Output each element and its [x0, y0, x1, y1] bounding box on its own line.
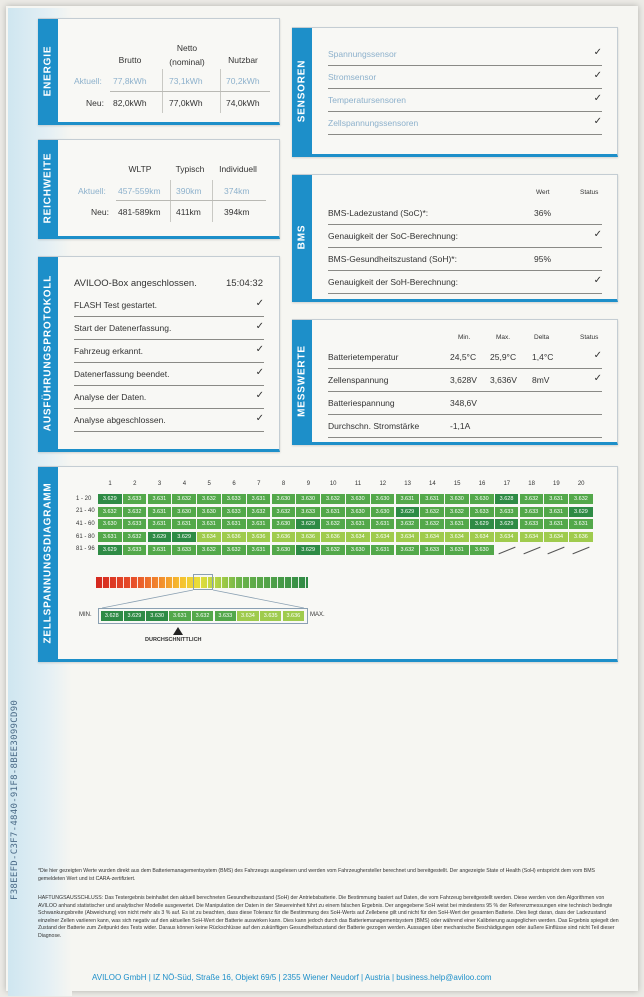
average-marker-icon: [173, 627, 183, 635]
reichweite-value: 411km: [176, 207, 201, 217]
cell-voltage: 3.632: [222, 545, 246, 555]
cell-voltage: 3.633: [520, 507, 544, 517]
messwerte-row: [328, 370, 602, 392]
reichweite-row-label: Neu:: [91, 207, 109, 217]
cell-voltage: 3.631: [148, 545, 172, 555]
scale-voltage: 3.633: [215, 611, 237, 621]
reichweite-row-divider: [116, 200, 266, 201]
cell-voltage: 3.628: [495, 494, 519, 504]
row-underline: [328, 414, 602, 415]
energie-value: 70,2kWh: [226, 76, 260, 86]
column-number: 11: [354, 481, 362, 487]
column-number: 1: [108, 481, 112, 487]
bms-row: [328, 272, 602, 294]
scale-voltage: 3.629: [124, 611, 146, 621]
messwerte-panel: [292, 319, 618, 445]
cell-voltage: 3.633: [222, 507, 246, 517]
row-underline: [328, 134, 602, 135]
reichweite-value: 390km: [176, 186, 202, 196]
bms-row-label: Genauigkeit der SoH-Berechnung:: [328, 277, 458, 287]
energie-tab: [38, 19, 58, 122]
messwerte-row-label: Zellenspannung: [328, 375, 389, 385]
column-number: 17: [503, 481, 511, 487]
cell-voltage: 3.633: [123, 494, 147, 504]
sensoren-item-label: Temperatursensoren: [328, 95, 406, 105]
cell-voltage: 3.632: [123, 532, 147, 542]
cell-voltage: 3.629: [98, 494, 122, 504]
reichweite-header-wltp: WLTP: [128, 164, 152, 174]
cell-voltage: 3.629: [470, 519, 494, 529]
messwerte-min: 24,5°C: [450, 352, 477, 362]
cell-voltage: 3.632: [321, 494, 345, 504]
cell-voltage: 3.629: [172, 532, 196, 542]
row-range-label: 61 - 80: [76, 533, 95, 540]
scale-voltage: 3.631: [169, 611, 191, 621]
bms-title: BMS: [296, 224, 308, 250]
bms-row: [328, 203, 602, 225]
reichweite-header-typisch: Typisch: [175, 164, 205, 174]
cell-voltage: 3.630: [470, 545, 494, 555]
energie-row-divider: [110, 91, 270, 92]
cell-voltage: 3.631: [569, 519, 593, 529]
energie-row-label: Neu:: [86, 98, 104, 108]
messwerte-row: [328, 393, 602, 415]
protokoll-item: [74, 387, 264, 409]
cell-voltage: 3.631: [396, 494, 420, 504]
cell-voltage: 3.630: [296, 494, 320, 504]
row-underline: [74, 385, 264, 386]
energie-value: 82,0kWh: [113, 98, 147, 108]
row-underline: [74, 408, 264, 409]
row-underline: [74, 431, 264, 432]
bms-row: [328, 226, 602, 248]
bms-row-wert: 95%: [534, 254, 552, 264]
row-underline: [74, 362, 264, 363]
cell-voltage: 3.633: [123, 519, 147, 529]
check-icon: ✓: [593, 93, 602, 104]
cell-voltage: 3.629: [495, 519, 519, 529]
sensoren-item: [328, 90, 602, 112]
sensoren-item-label: Spannungssensor: [328, 49, 397, 59]
cell-voltage: 3.630: [346, 545, 370, 555]
row-underline: [328, 270, 602, 271]
cell-voltage: 3.633: [123, 545, 147, 555]
cell-voltage: 3.633: [495, 507, 519, 517]
cell-voltage: 3.631: [371, 545, 395, 555]
cell-voltage: 3.632: [420, 519, 444, 529]
protokoll-item-label: Analyse abgeschlossen.: [74, 415, 166, 425]
cell-voltage: 3.634: [371, 532, 395, 542]
protokoll-item-label: Analyse der Daten.: [74, 392, 147, 402]
cell-voltage: 3.631: [346, 519, 370, 529]
column-number: 12: [379, 481, 387, 487]
messwerte-col-status: Status: [580, 334, 599, 341]
cell-voltage: 3.631: [247, 494, 271, 504]
scale-voltage: 3.630: [146, 611, 168, 621]
check-icon: ✓: [255, 367, 264, 378]
protokoll-time: 15:04:32: [226, 278, 263, 289]
reichweite-tab: [38, 140, 58, 236]
column-number: 16: [478, 481, 486, 487]
sensoren-item: [328, 113, 602, 135]
energie-value: 73,1kWh: [169, 76, 203, 86]
cell-voltage: 3.634: [420, 532, 444, 542]
cell-voltage: 3.629: [569, 507, 593, 517]
bms-col-status: Status: [580, 189, 599, 196]
messwerte-min: 3,628V: [450, 375, 477, 385]
cell-voltage: 3.630: [371, 494, 395, 504]
cell-voltage: 3.632: [396, 519, 420, 529]
messwerte-title: MESSWERTE: [296, 345, 308, 417]
average-label: DURCHSCHNITTLICH: [145, 637, 202, 643]
column-number: 15: [453, 481, 461, 487]
reichweite-divider-2: [212, 180, 213, 222]
messwerte-max: 25,9°C: [490, 352, 517, 362]
cell-voltage: 3.632: [396, 545, 420, 555]
sensoren-item-label: Zellspannungssensoren: [328, 118, 419, 128]
cell-voltage: 3.632: [172, 494, 196, 504]
messwerte-col-max: Max.: [496, 334, 511, 341]
column-number: 20: [577, 481, 585, 487]
column-number: 2: [133, 481, 137, 487]
bms-row-label: BMS-Gesundheitszustand (SoH)*:: [328, 254, 457, 264]
row-underline: [328, 88, 602, 89]
column-number: 13: [404, 481, 411, 487]
cell-voltage: 3.636: [222, 532, 246, 542]
column-number: 10: [329, 481, 337, 487]
check-icon: ✓: [593, 70, 602, 81]
scale-min-label: MIN.: [79, 612, 92, 618]
cell-voltage: 3.629: [148, 532, 172, 542]
bms-row-label: Genauigkeit der SoC-Berechnung:: [328, 231, 458, 241]
messwerte-row: [328, 416, 602, 438]
cell-voltage: 3.633: [420, 545, 444, 555]
row-underline: [328, 437, 602, 438]
cell-voltage: 3.630: [272, 494, 296, 504]
check-icon: ✓: [255, 298, 264, 309]
cell-voltage: 3.630: [346, 494, 370, 504]
column-number: 5: [207, 481, 211, 487]
row-range-label: 1 - 20: [76, 495, 92, 502]
sensoren-title: SENSOREN: [296, 59, 308, 123]
cell-voltage: 3.630: [272, 519, 296, 529]
energie-value: 77,0kWh: [169, 98, 203, 108]
cell-voltage: 3.634: [346, 532, 370, 542]
check-icon: ✓: [593, 229, 602, 240]
column-number: 3: [157, 481, 162, 487]
check-icon: ✓: [255, 344, 264, 355]
cell-voltage: 3.631: [98, 532, 122, 542]
messwerte-max: 3,636V: [490, 375, 517, 385]
cell-voltage: 3.633: [222, 494, 246, 504]
cell-voltage: 3.631: [371, 519, 395, 529]
protokoll-item: [74, 318, 264, 340]
scale-voltage: 3.636: [283, 611, 305, 621]
protokoll-item-label: Datenerfassung beendet.: [74, 369, 170, 379]
energie-header-brutto: Brutto: [118, 55, 142, 65]
protokoll-item-label: Fahrzeug erkannt.: [74, 346, 143, 356]
row-range-label: 21 - 40: [76, 508, 95, 515]
energie-panel: [38, 18, 280, 125]
company-address: AVILOO GmbH | IZ NÖ-Süd, Straße 16, Objekt 69/5 | 2355 Wiener Neudorf | Austria | business.help@aviloo.com: [92, 973, 492, 982]
cell-voltage: 3.631: [222, 519, 246, 529]
cell-voltage: 3.632: [321, 519, 345, 529]
energie-value: 77,8kWh: [113, 76, 147, 86]
reichweite-row-label: Aktuell:: [78, 186, 106, 196]
messwerte-row: [328, 347, 602, 369]
cell-voltage: 3.632: [123, 507, 147, 517]
messwerte-min: -1,1A: [450, 421, 471, 431]
cell-voltage: 3.630: [172, 507, 196, 517]
cell-voltage: 3.631: [544, 494, 568, 504]
cell-voltage: 3.636: [247, 532, 271, 542]
row-underline: [328, 65, 602, 66]
row-range-label: 41 - 60: [76, 520, 95, 527]
column-number: 19: [553, 481, 560, 487]
energie-row-label: Aktuell:: [74, 76, 102, 86]
row-underline: [328, 247, 602, 248]
protokoll-tab: [38, 257, 58, 449]
cell-voltage: 3.632: [197, 494, 221, 504]
cell-voltage: 3.630: [445, 494, 469, 504]
sensoren-tab: [292, 28, 312, 154]
reichweite-value: 481-589km: [118, 207, 161, 217]
cell-voltage: 3.633: [520, 519, 544, 529]
cell-voltage: 3.630: [346, 507, 370, 517]
cell-voltage: 3.632: [420, 507, 444, 517]
cell-voltage: 3.631: [445, 545, 469, 555]
messwerte-col-delta: Delta: [534, 334, 550, 341]
cell-voltage: 3.631: [420, 494, 444, 504]
cell-voltage: 3.630: [272, 545, 296, 555]
cell-voltage: 3.630: [371, 507, 395, 517]
check-icon: ✓: [593, 116, 602, 127]
cell-voltage: 3.631: [247, 545, 271, 555]
row-underline: [328, 111, 602, 112]
zellspannung-panel: [38, 466, 618, 662]
sensoren-item: [328, 67, 602, 89]
disclaimer: HAFTUNGSAUSSCHLUSS: Das Testergebnis beinhaltet den aktuell berechneten Gesundheitszustand (SoH) der Antriebsbatterie. Die Bestimmung basiert auf Daten, die vom Fahrzeug bereitgestellt werden. Diese werden von den Algorithmen von AVILOO anhand statistischer und analytischer Modelle ausgewertet. Die Manipulation der Daten in der Steuereinheit führt zu einem falschen Ergebnis. Der angegebene SoH weist bei mindestens 95 % der Referenzmessungen eine technisch bedingte Schwankungsbreite (Abweichung) von nicht mehr als 3 % auf. Es ist zu beachten, dass diese Toleranz für die Bestimmung des SoH-Werts auf Zellebene gilt und nicht für den SoH-Wert der gesamten Batterie. Dies liegt daran, dass der Ladezustand einzelner Zellen variieren kann, was sich negativ auf den aktuellen SoH-Wert der Batterie auswirken kann. Dies kann jedoch durch das Batteriemanagementsystem (BMS) oder während einer Kalibrierung ausgeglichen werden. Das Ergebnis spiegelt den Zustand der Batterie zum Zeitpunkt des Tests wider. Daraus können keine Rückschlüsse auf den zukünftigen Gesundheitszustand der Batterie gezogen werden. Aussagen über mechanische Beschädigungen oder äußere Einflüsse sind nicht Teil dieser Diagnose.: [38, 895, 619, 939]
document-id: F38EEFD-C3F7-4840-91F8-8BEE3099CD90: [10, 699, 20, 900]
cell-voltage: 3.634: [445, 532, 469, 542]
reichweite-header-individuell: Individuell: [219, 164, 257, 174]
check-icon: ✓: [593, 275, 602, 286]
column-number: 18: [528, 481, 535, 487]
row-underline: [328, 293, 602, 294]
cell-voltage: 3.631: [544, 519, 568, 529]
cell-voltage: 3.631: [445, 519, 469, 529]
protokoll-item-label: FLASH Test gestartet.: [74, 300, 157, 310]
cell-voltage: 3.636: [296, 532, 320, 542]
column-number: 7: [257, 481, 261, 487]
row-underline: [328, 368, 602, 369]
cell-voltage: 3.631: [172, 519, 196, 529]
voltage-scale: [98, 608, 308, 624]
reichweite-value: 394km: [224, 207, 250, 217]
cell-voltage: 3.636: [569, 532, 593, 542]
check-icon: ✓: [255, 321, 264, 332]
check-icon: ✓: [593, 47, 602, 58]
check-icon: ✓: [255, 413, 264, 424]
cell-voltage: 3.633: [172, 545, 196, 555]
cell-voltage: 3.629: [296, 545, 320, 555]
check-icon: ✓: [255, 390, 264, 401]
cell-voltage: 3.630: [197, 507, 221, 517]
protokoll-item-label: Start der Datenerfassung.: [74, 323, 172, 333]
protokoll-title: AUSFÜHRUNGSPROTOKOLL: [42, 274, 54, 432]
column-number: 8: [281, 481, 286, 487]
cell-voltage: 3.636: [272, 532, 296, 542]
check-icon: ✓: [593, 350, 602, 361]
bms-row: [328, 249, 602, 271]
bms-panel: [292, 174, 618, 302]
reichweite-value: 374km: [224, 186, 250, 196]
energie-title: ENERGIE: [42, 45, 54, 96]
scale-max-label: MAX.: [310, 612, 325, 618]
check-icon: ✓: [593, 373, 602, 384]
cell-voltage: 3.632: [445, 507, 469, 517]
reichweite-divider-1: [170, 180, 171, 222]
row-underline: [328, 391, 602, 392]
sensoren-panel: [292, 27, 618, 157]
bms-row-label: BMS-Ladezustand (SoC)*:: [328, 208, 429, 218]
messwerte-delta: 1,4°C: [532, 352, 554, 362]
cell-voltage: 3.632: [520, 494, 544, 504]
cell-voltage: 3.634: [544, 532, 568, 542]
cell-voltage: 3.632: [272, 507, 296, 517]
cell-voltage: 3.629: [98, 545, 122, 555]
cell-voltage: 3.634: [197, 532, 221, 542]
protokoll-item: [74, 410, 264, 432]
bms-tab: [292, 175, 312, 299]
protokoll-item: [74, 364, 264, 386]
cell-voltage: 3.629: [396, 507, 420, 517]
messwerte-tab: [292, 320, 312, 442]
cell-voltage: 3.630: [98, 519, 122, 529]
protokoll-header: AVILOO-Box angeschlossen.: [74, 278, 197, 289]
column-number: 4: [182, 481, 187, 487]
bms-row-wert: 36%: [534, 208, 552, 218]
scale-voltage: 3.635: [260, 611, 282, 621]
cell-voltage: 3.633: [296, 507, 320, 517]
cell-voltage: 3.631: [544, 507, 568, 517]
messwerte-row-label: Batteriespannung: [328, 398, 395, 408]
cell-voltage: 3.634: [396, 532, 420, 542]
cell-voltage: 3.631: [247, 519, 271, 529]
energie-value: 74,0kWh: [226, 98, 260, 108]
messwerte-delta: 8mV: [532, 375, 550, 385]
column-number: 9: [306, 481, 311, 487]
row-range-label: 81 - 96: [76, 546, 95, 553]
cell-voltage: 3.633: [470, 507, 494, 517]
zellspannung-title: ZELLSPANNUNGSDIAGRAMM: [42, 482, 54, 644]
cell-voltage: 3.636: [321, 532, 345, 542]
protokoll-item: [74, 295, 264, 317]
row-underline: [74, 316, 264, 317]
scale-voltage: 3.634: [237, 611, 259, 621]
cell-voltage: 3.632: [569, 494, 593, 504]
scale-voltage: 3.628: [101, 611, 123, 621]
cell-voltage: 3.631: [148, 507, 172, 517]
footnote-soh: *Die hier gezeigten Werte wurden direkt aus dem Batteriemanagementsystem (BMS) des Fahrzeugs ausgelesen und werden vom Fahrzeughersteller berechnet und bereitgestellt. Der angezeigte State of Health (SoH) entspricht dem vom BMS gemeldeten Wert und ist CARA-zertifiziert.: [38, 868, 595, 882]
column-number: 14: [429, 481, 436, 487]
cell-voltage: 3.634: [520, 532, 544, 542]
cell-voltage: 3.634: [470, 532, 494, 542]
column-number: 6: [232, 481, 236, 487]
scale-zoom-lines: [38, 467, 618, 663]
bms-col-wert: Wert: [536, 189, 550, 196]
row-underline: [74, 339, 264, 340]
cell-voltage: 3.629: [296, 519, 320, 529]
energie-header-netto: Netto (nominal): [169, 43, 205, 67]
reichweite-panel: [38, 139, 280, 239]
row-underline: [328, 224, 602, 225]
reichweite-value: 457-559km: [118, 186, 161, 196]
protokoll-panel: [38, 256, 280, 452]
cell-voltage: 3.631: [197, 519, 221, 529]
sensoren-item: [328, 44, 602, 66]
cell-voltage: 3.632: [98, 507, 122, 517]
cell-voltage: 3.630: [470, 494, 494, 504]
cell-voltage: 3.632: [197, 545, 221, 555]
messwerte-row-label: Durchschn. Stromstärke: [328, 421, 420, 431]
cell-voltage: 3.631: [321, 507, 345, 517]
protokoll-item: [74, 341, 264, 363]
reichweite-title: REICHWEITE: [42, 152, 54, 224]
scale-voltage: 3.632: [192, 611, 214, 621]
cell-voltage: 3.632: [247, 507, 271, 517]
messwerte-row-label: Batterietemperatur: [328, 352, 399, 362]
sensoren-item-label: Stromsensor: [328, 72, 377, 82]
messwerte-min: 348,6V: [450, 398, 477, 408]
cell-voltage: 3.634: [495, 532, 519, 542]
energie-header-nutzbar: Nutzbar: [228, 55, 258, 65]
cell-voltage: 3.631: [148, 494, 172, 504]
cell-voltage: 3.631: [148, 519, 172, 529]
messwerte-col-min: Min.: [458, 334, 471, 341]
cell-voltage: 3.632: [321, 545, 345, 555]
